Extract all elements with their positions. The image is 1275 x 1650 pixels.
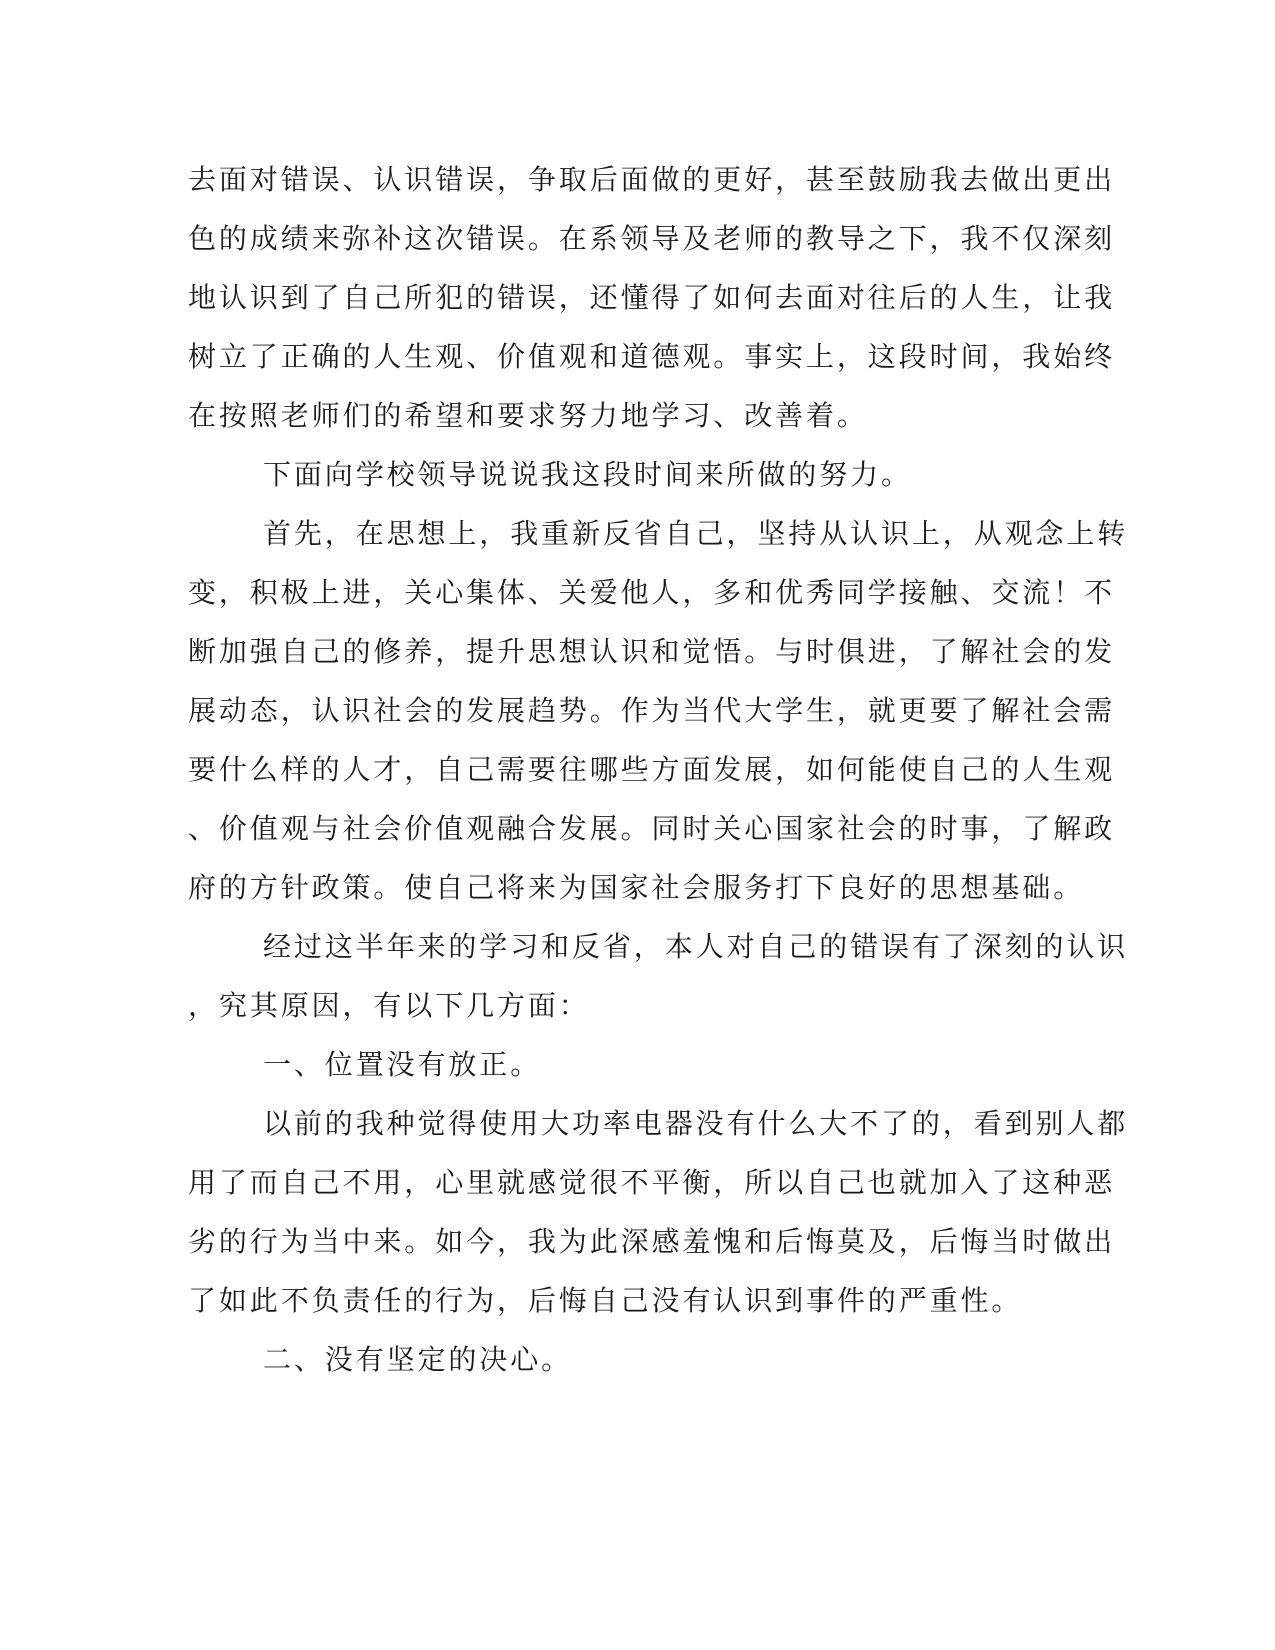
- text-line: 要什么样的人才，自己需要往哪些方面发展，如何能使自己的人生观: [188, 753, 1116, 786]
- text-line: 以前的我种觉得使用大功率电器没有什么大不了的，看到别人都: [263, 1107, 1129, 1140]
- text-line: 了如此不负责任的行为，后悔自己没有认识到事件的严重性。: [188, 1284, 1023, 1317]
- text-line: 劣的行为当中来。如今，我为此深感羞愧和后悔莫及，后悔当时做出: [188, 1225, 1116, 1258]
- text-line: 变，积极上进，关心集体、关爱他人，多和优秀同学接触、交流！不: [188, 576, 1116, 609]
- text-line: 经过这半年来的学习和反省，本人对自己的错误有了深刻的认识: [263, 930, 1129, 963]
- text-line: 在按照老师们的希望和要求努力地学习、改善着。: [188, 399, 868, 432]
- text-line: ，究其原因，有以下几方面：: [188, 989, 590, 1022]
- text-line: 首先，在思想上，我重新反省自己，坚持从认识上，从观念上转: [263, 517, 1129, 550]
- text-line: 断加强自己的修养，提升思想认识和觉悟。与时俱进，了解社会的发: [188, 635, 1116, 668]
- text-line: 树立了正确的人生观、价值观和道德观。事实上，这段时间，我始终: [188, 340, 1116, 373]
- text-line: 去面对错误、认识错误，争取后面做的更好，甚至鼓励我去做出更出: [188, 163, 1116, 196]
- text-line: 地认识到了自己所犯的错误，还懂得了如何去面对往后的人生，让我: [188, 281, 1116, 314]
- text-line: 用了而自己不用，心里就感觉很不平衡，所以自己也就加入了这种恶: [188, 1166, 1116, 1199]
- text-line: 、价值观与社会价值观融合发展。同时关心国家社会的时事，了解政: [188, 812, 1116, 845]
- text-line: 展动态，认识社会的发展趋势。作为当代大学生，就更要了解社会需: [188, 694, 1116, 727]
- text-line: 下面向学校领导说说我这段时间来所做的努力。: [263, 458, 912, 491]
- text-line: 一、位置没有放正。: [263, 1048, 542, 1081]
- text-line: 府的方针政策。使自己将来为国家社会服务打下良好的思想基础。: [188, 871, 1085, 904]
- text-line: 二、没有坚定的决心。: [263, 1343, 573, 1376]
- text-line: 色的成绩来弥补这次错误。在系领导及老师的教导之下，我不仅深刻: [188, 222, 1116, 255]
